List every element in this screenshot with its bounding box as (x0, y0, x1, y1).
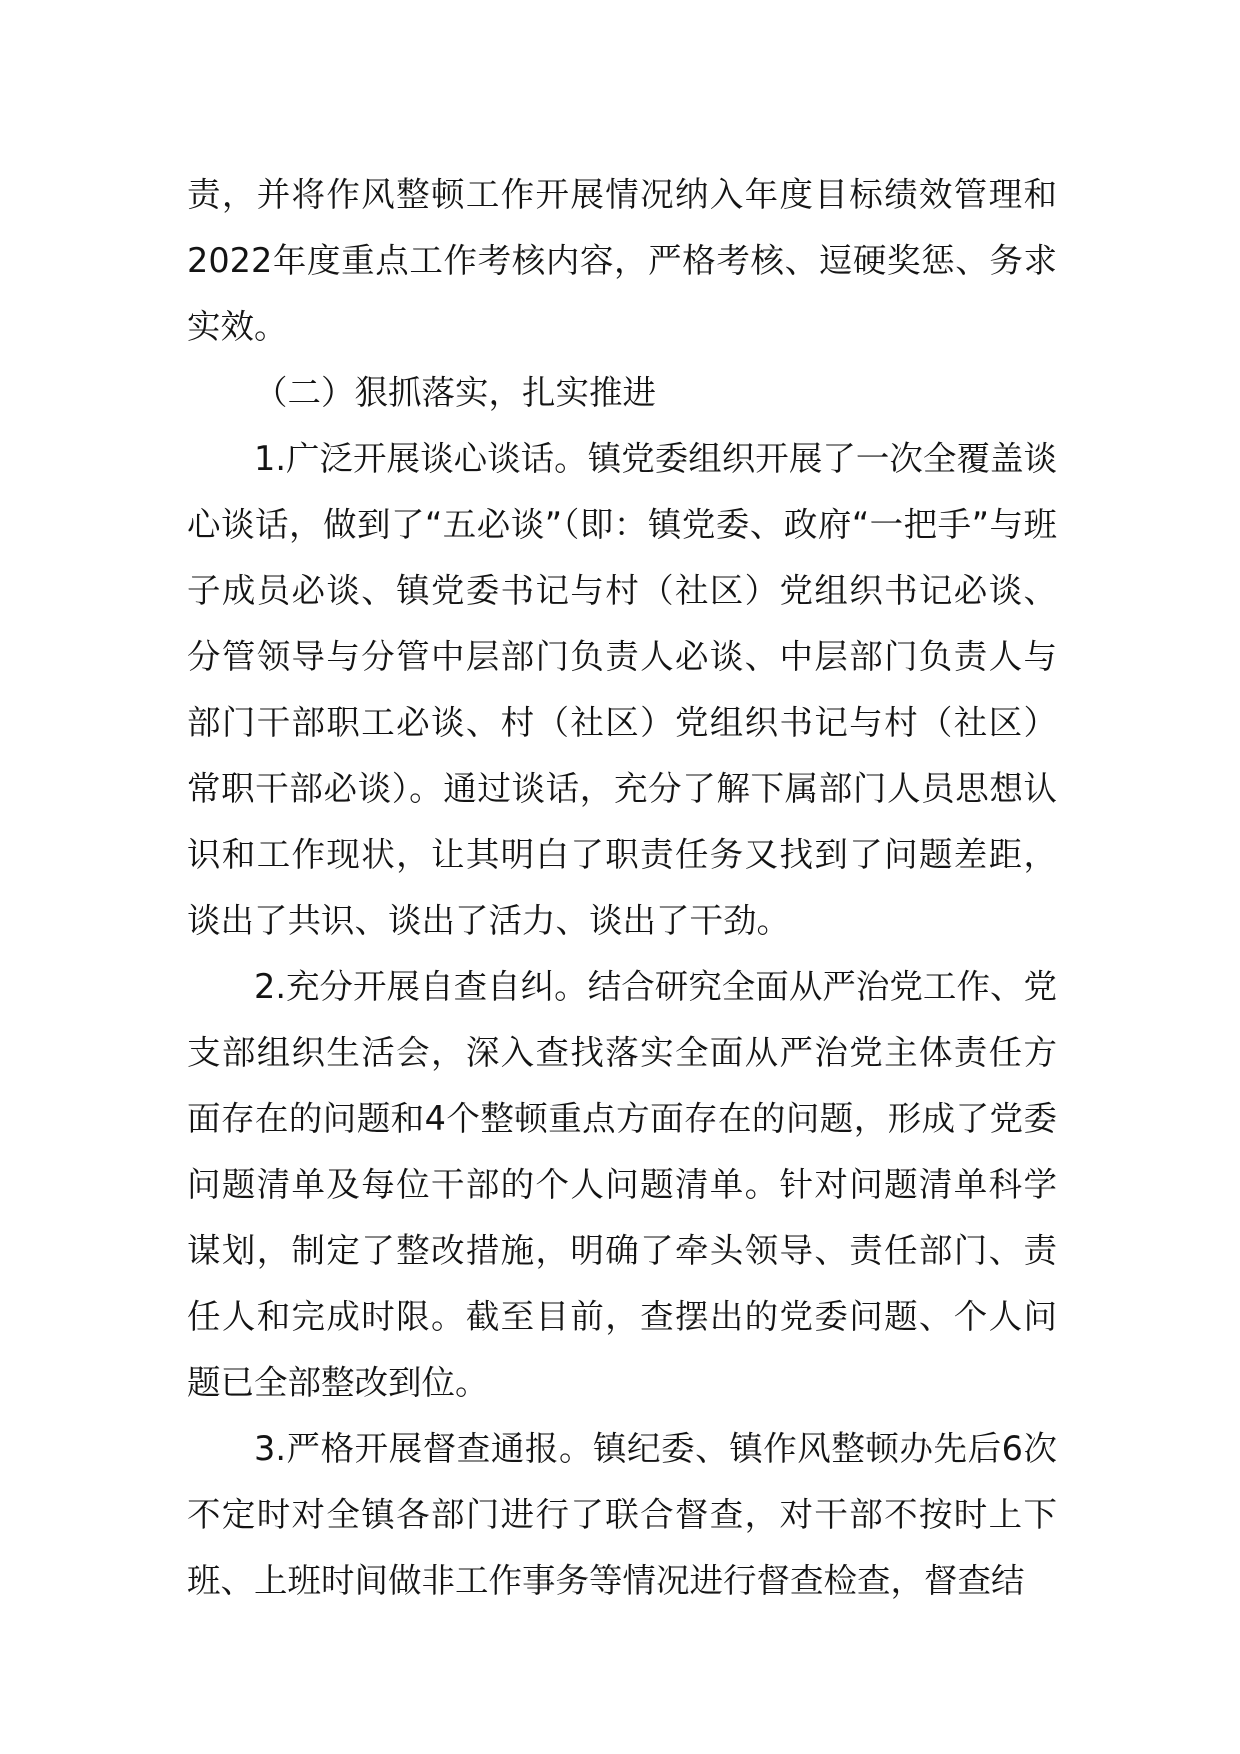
body-text (187, 162, 1057, 1614)
section-heading: （二）狠抓落实，扎实推进 (254, 373, 656, 412)
paragraph-continuation: 责，并将作风整顿工作开展情况纳入年度目标绩效管理和2022年度重点工作考核内容，严格考核、逗硬奖惩、务求实效。 (187, 175, 1057, 346)
paragraph-item-3: 3.严格开展督查通报。镇纪委、镇作风整顿办先后6次不定时对全镇各部门进行了联合督查，对干部不按时上下班、上班时间做非工作事务等情况进行督查检查，督查结 (187, 1429, 1057, 1600)
paragraph-item-1: 1.广泛开展谈心谈话。镇党委组织开展了一次全覆盖谈心谈话，做到了“五必谈”（即：镇党委、政府“一把手”与班子成员必谈、镇党委书记与村（社区）党组织书记必谈、分管领导与分管中层部门负责人必谈、中层部门负责人与部门干部职工必谈、村（社区）党组织书记与村（社区）常职干部必谈）。通过谈话，充分了解下属部门人员思想认识和工作现状，让其明白了职责任务又找到了问题差距，谈出了共识、谈出了活力、谈出了干劲。 (187, 439, 1057, 940)
paragraph-item-2: 2.充分开展自查自纠。结合研究全面从严治党工作、党支部组织生活会，深入查找落实全面从严治党主体责任方面存在的问题和4个整顿重点方面存在的问题，形成了党委问题清单及每位干部的个人问题清单。针对问题清单科学谋划，制定了整改措施，明确了牵头领导、责任部门、责任人和完成时限。截至目前，查摆出的党委问题、个人问题已全部整改到位。 (187, 967, 1057, 1402)
